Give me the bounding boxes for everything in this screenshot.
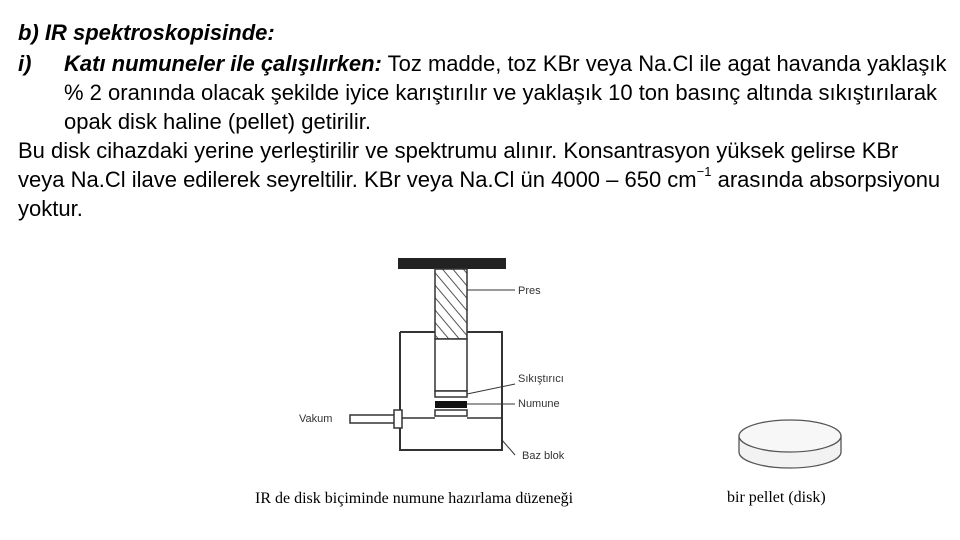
label-baz-blok: Baz blok [522,450,565,462]
label-vakum: Vakum [299,413,333,425]
item-marker: i) [18,51,32,76]
item-text: Toz madde, toz KBr veya Na.Cl ile agat havanda yaklaşık % 2 oranında olacak şekilde iyice karıştırılır ve yaklaşık 10 ton basınç altında sıkıştırılarak opak disk haline (pellet) getirilir. [64,51,947,134]
list-item [18,49,948,136]
paragraph-tail: arasında absorpsiyonu yoktur. [18,167,941,221]
lower-plate [435,410,467,416]
pellet-drawing [735,416,845,476]
screw-column [435,269,467,339]
body-paragraph [18,136,948,223]
pellet-caption: bir pellet (disk) [727,489,826,506]
text-block [18,18,948,223]
press-caption: IR de disk biçiminde numune hazırlama düzeneği [255,490,574,507]
pellet-top [739,420,841,452]
section-heading: b) IR spektroskopisinde: [18,20,275,45]
label-sikistirici: Sıkıştırıcı [518,373,564,385]
vacuum-tube [350,415,400,423]
superscript: −1 [696,164,712,179]
item-lead: Katı numuneler ile çalışılırken: [64,51,382,76]
sample [435,401,467,408]
press-diagram [290,250,590,480]
label-numune: Numune [518,398,560,410]
paragraph-text: Bu disk cihazdaki yerine yerleştirilir ve spektrumu alınır. Konsantrasyon yüksek gelirse KBr veya Na.Cl ilave edilerek seyreltilir. KBr veya Na.Cl ün 4000 – 650 cm [18,138,899,192]
plunger [435,339,467,391]
item-body [64,49,948,136]
top-plate [398,258,506,269]
compressor-plate [435,391,467,397]
label-pres: Pres [518,285,541,297]
